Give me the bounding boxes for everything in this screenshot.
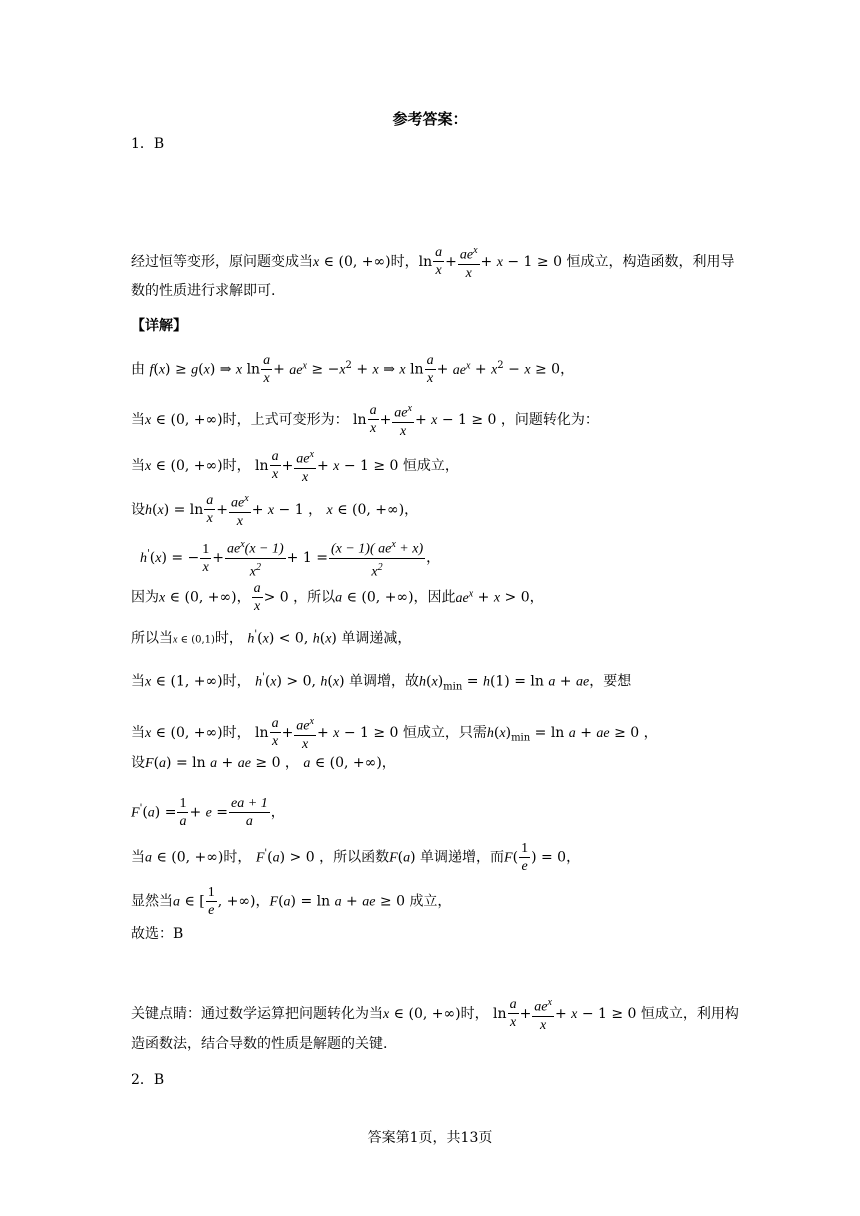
page-footer: 答案第1页，共13页 xyxy=(367,1130,493,1146)
detail-line-11: F'(a) = $\frac{1}{a}$ + e = $\frac{ea + 1}{a}$ ， xyxy=(131,796,285,829)
detail-line-1: 由 f(x) ≥ g(x) ⇒ x ln $\frac{a}{x}$ + $ae^x \ge -x^2 + x$ ⇒ x ln $\frac{a}{x}$ + $ae^x + x^2 - x \ge 0$， xyxy=(131,353,575,386)
detail-line-9: 当x ∈ (0, +∞)时， ln $\frac{a}{x}$ + $\frac{ae^x}{x}$ + x − 1 ≥ 0 恒成立，只需$h(x)_{min} = \ln a$ + ae ≥ 0 ， xyxy=(131,713,658,753)
detail-line-10: 设F(a) = ln a + ae ≥ 0 ， a ∈ (0, +∞)， xyxy=(131,755,396,771)
detail-line-13: 显然当a ∈ [ $\frac{1}{e}$ , +∞)，F(a) = ln a + ae ≥ 0 成立， xyxy=(131,885,452,918)
detail-line-5: h'(x) = − $\frac{1}{x}$ + $\frac{ae^x(x - 1)}{x^2}$ + 1 = $\frac{(x - 1)( ae^x + x)}{x^2}$ ， xyxy=(140,536,440,580)
detail-line-2: 当x ∈ (0, +∞)时，上式可变形为： ln $\frac{a}{x}$ + $\frac{ae^x}{x}$ + x − 1 ≥ 0 ，问题转化为： xyxy=(131,400,599,440)
q1-answer: 1．B xyxy=(131,136,165,152)
analysis-line-1: 经过恒等变形，原问题变成当x ∈ (0, +∞)时，ln $\frac{a}{x}$ + $\frac{ae^x}{x}$ + x − 1 ≥ 0 恒成立，构造函数，利用导 xyxy=(131,242,734,282)
detail-line-6: 因为x ∈ (0, +∞)， $\frac{a}{x}$ > 0 ，所以a ∈ (0, +∞)，因此$ae^x + x > 0$， xyxy=(131,581,544,614)
detail-line-14: 故选：B xyxy=(131,926,184,942)
detail-line-4: 设h(x) = ln $\frac{a}{x}$ + $\frac{ae^x}{x}$ + x − 1 ， x ∈ (0, +∞)， xyxy=(131,490,418,530)
q2-answer: 2．B xyxy=(131,1072,165,1088)
detail-line-3: 当x ∈ (0, +∞)时， ln $\frac{a}{x}$ + $\frac{ae^x}{x}$ + x − 1 ≥ 0 恒成立， xyxy=(131,446,459,486)
detail-line-8: 当x ∈ (1, +∞)时， h'(x) > 0, h(x) 单调增，故$h(x)_{min} = h(1) = \ln a$ + ae，要想 xyxy=(131,672,632,693)
detail-heading: 【详解】 xyxy=(131,318,187,334)
key-point-line-1: 关键点睛：通过数学运算把问题转化为当x ∈ (0, +∞)时， ln $\frac{a}{x}$ + $\frac{ae^x}{x}$ + x − 1 ≥ 0 恒成立，利用构 xyxy=(131,994,739,1034)
detail-line-7: 所以当x ∈ (0,1)时， h'(x) < 0, h(x) 单调递减， xyxy=(131,629,412,647)
analysis-line-2: 数的性质进行求解即可. xyxy=(131,283,276,299)
key-point-line-2: 造函数法，结合导数的性质是解题的关键. xyxy=(131,1036,388,1052)
detail-line-12: 当a ∈ (0, +∞)时， F'(a) > 0 ，所以函数F(a) 单调递增，而F( $\frac{1}{e}$ ) = 0， xyxy=(131,841,581,874)
page-title: 参考答案： xyxy=(392,110,468,128)
